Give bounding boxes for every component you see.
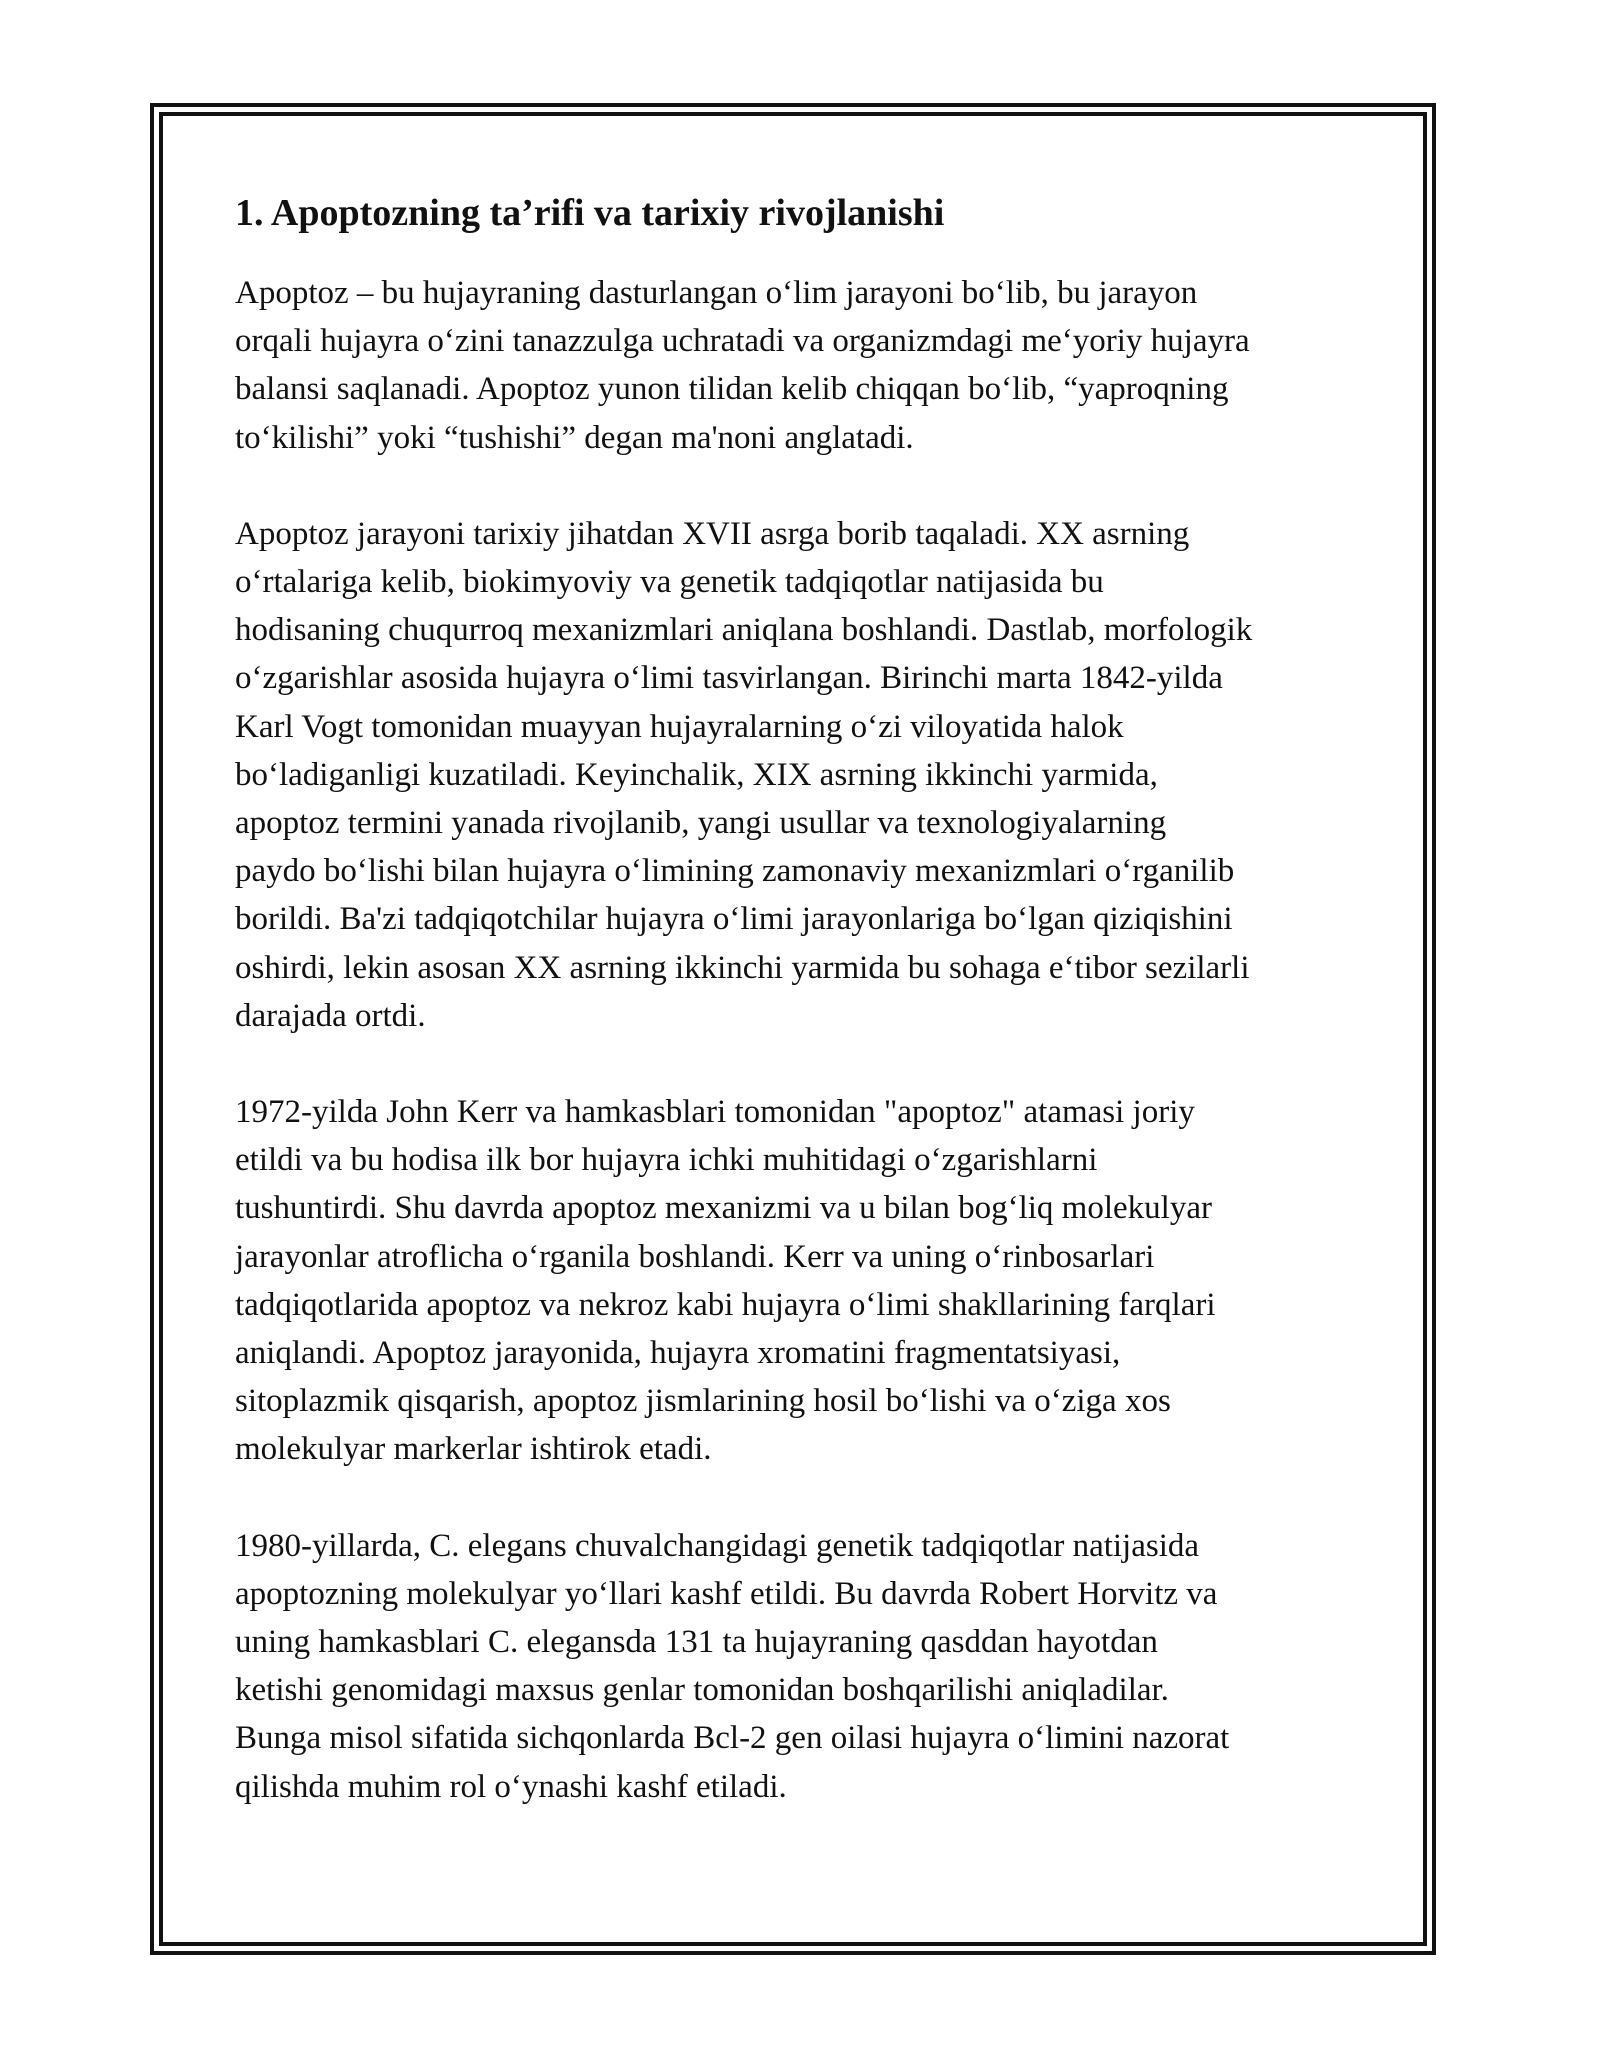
text-line: Apoptoz jarayoni tarixiy jihatdan XVII asrga borib taqaladi. XX asrning: [235, 515, 1190, 552]
document-body: [235, 185, 1365, 1859]
text-line: qilishda muhim rol o‘ynashi kashf etiladi.: [235, 1768, 787, 1805]
text-line: sitoplazmik qisqarish, apoptoz jismlarining hosil bo‘lishi va o‘ziga xos: [235, 1383, 1171, 1420]
text-line: apoptoz termini yanada rivojlanib, yangi usullar va texnologiyalarning: [235, 805, 1167, 842]
text-line: tadqiqotlarida apoptoz va nekroz kabi hujayra o‘limi shakllarining farqlari: [235, 1286, 1216, 1323]
text-line: etildi va bu hodisa ilk bor hujayra ichki muhitidagi o‘zgarishlarni: [235, 1142, 1098, 1179]
text-line: uning hamkasblari C. elegansda 131 ta hujayraning qasddan hayotdan: [235, 1624, 1158, 1661]
text-line: aniqlandi. Apoptoz jarayonida, hujayra xromatini fragmentatsiyasi,: [235, 1335, 1121, 1372]
text-line: 1972-yilda John Kerr va hamkasblari tomonidan "apoptoz" atamasi joriy: [235, 1094, 1195, 1131]
text-line: molekulyar markerlar ishtirok etadi.: [235, 1431, 712, 1468]
text-line: o‘zgarishlar asosida hujayra o‘limi tasvirlangan. Birinchi marta 1842-yilda: [235, 660, 1223, 697]
text-line: darajada ortdi.: [235, 997, 426, 1034]
text-line: to‘kilishi” yoki “tushishi” degan ma'noni anglatadi.: [235, 419, 914, 456]
paragraph-definition: [235, 269, 1365, 462]
text-line: bo‘ladiganligi kuzatiladi. Keyinchalik, XIX asrning ikkinchi yarmida,: [235, 756, 1158, 793]
text-line: hodisaning chuqurroq mexanizmlari aniqlana boshlandi. Dastlab, morfologik: [235, 612, 1253, 649]
text-line: oshirdi, lekin asosan XX asrning ikkinchi yarmida bu sohaga e‘tibor sezilarli: [235, 949, 1250, 986]
text-line: ketishi genomidagi maxsus genlar tomonidan boshqarilishi aniqladilar.: [235, 1672, 1169, 1709]
section-heading: 1. Apoptozning ta’rifi va tarixiy rivojlanishi: [235, 192, 945, 234]
text-line: jarayonlar atroflicha o‘rganila boshlandi. Kerr va uning o‘rinbosarlari: [235, 1238, 1155, 1275]
text-line: tushuntirdi. Shu davrda apoptoz mexanizmi va u bilan bog‘liq molekulyar: [235, 1190, 1212, 1227]
paragraph-kerr-1972: [235, 1088, 1365, 1474]
paragraph-history: [235, 510, 1365, 1040]
text-line: Apoptoz – bu hujayraning dasturlangan o‘lim jarayoni bo‘lib, bu jarayon: [235, 275, 1198, 311]
text-line: o‘rtalariga kelib, biokimyoviy va genetik tadqiqotlar natijasida bu: [235, 564, 1104, 601]
text-line: balansi saqlanadi. Apoptoz yunon tilidan kelib chiqqan bo‘lib, “yaproqning: [235, 371, 1229, 408]
text-line: 1980-yillarda, C. elegans chuvalchangidagi genetik tadqiqotlar natijasida: [235, 1527, 1200, 1564]
text-line: orqali hujayra o‘zini tanazzulga uchratadi va organizmdagi me‘yoriy hujayra: [235, 323, 1250, 360]
paragraph-1980s: [235, 1522, 1365, 1811]
text-line: borildi. Ba'zi tadqiqotchilar hujayra o‘limi jarayonlariga bo‘lgan qiziqishini: [235, 901, 1233, 938]
text-line: paydo bo‘lishi bilan hujayra o‘limining zamonaviy mexanizmlari o‘rganilib: [235, 853, 1235, 890]
text-line: Bunga misol sifatida sichqonlarda Bcl-2 gen oilasi hujayra o‘limini nazorat: [235, 1720, 1230, 1757]
text-line: Karl Vogt tomonidan muayyan hujayralarning o‘zi viloyatida halok: [235, 708, 1124, 745]
text-line: apoptozning molekulyar yo‘llari kashf etildi. Bu davrda Robert Horvitz va: [235, 1575, 1218, 1612]
